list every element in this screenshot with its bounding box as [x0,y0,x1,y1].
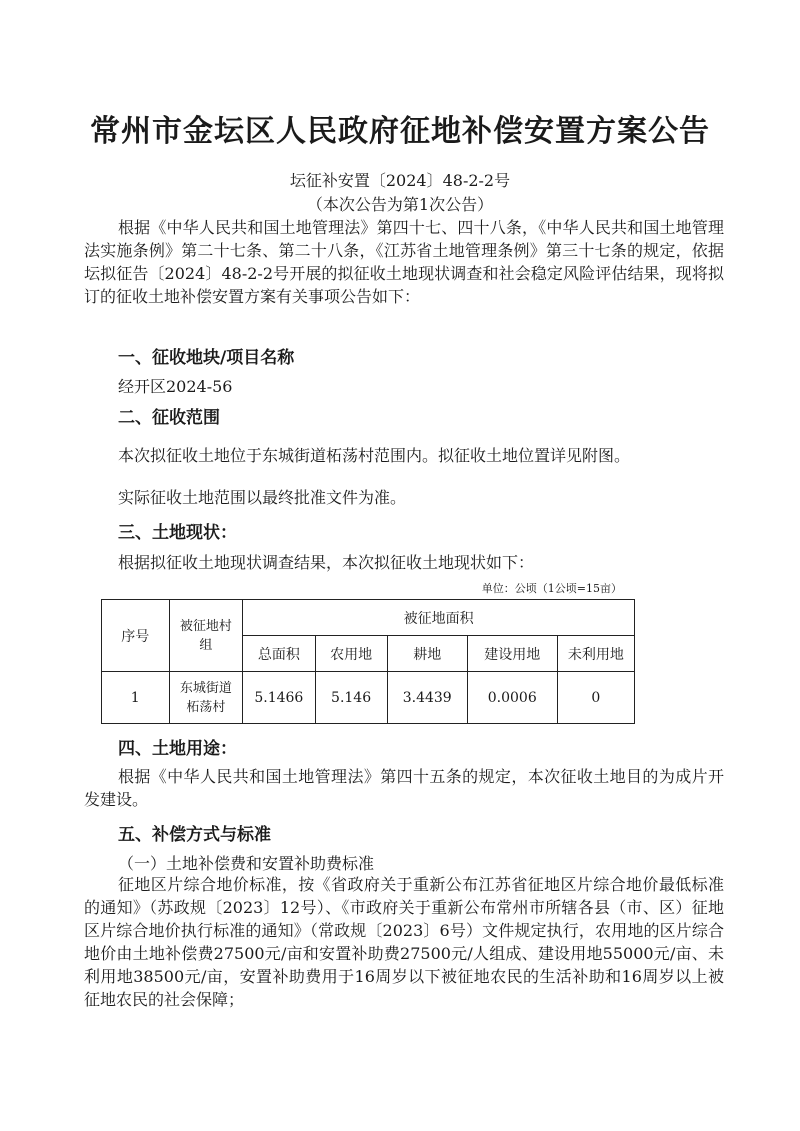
table-row [102,672,635,724]
header-village: 被征地村组 [169,600,243,672]
land-use-text: 根据《中华人民共和国土地管理法》第四十五条的规定，本次征收土地目的为成片开发建设。 [84,767,724,809]
project-name: 经开区2024-56 [118,377,233,396]
section-1-heading: 一、征收地块/项目名称 [118,348,295,368]
land-status-text: 根据拟征收土地现状调查结果，本次拟征收土地现状如下： [118,553,535,572]
header-construction: 建设用地 [467,636,557,672]
header-seq: 序号 [102,600,170,672]
intro-paragraph: 根据《中华人民共和国土地管理法》第四十七、四十八条，《中华人民共和国土地管理法实施条例》第二十七条、第二十八条，《江苏省土地管理条例》第三十七条的规定，依据坛拟征告〔2024〕48-2-2号开展的拟征收土地现状调查和社会稳定风险评估结果，现将拟订的征收土地补偿安置方案有关事项公告如下： [84,218,724,306]
section-2-heading: 二、征收范围 [118,408,220,428]
compensation-subheading: （一）土地补偿费和安置补助费标准 [118,854,375,873]
section-5-heading: 五、补偿方式与标准 [118,825,271,845]
cell-agricultural: 5.146 [315,672,387,724]
scope-text-2: 实际征收土地范围以最终批准文件为准。 [118,488,407,507]
cell-village: 东城街道柘荡村 [169,672,243,724]
cell-construction: 0.0006 [467,672,557,724]
notice-round: （本次公告为第1次公告） [306,195,494,214]
header-area-group: 被征地面积 [243,600,635,636]
header-total-area: 总面积 [243,636,315,672]
section-4-heading: 四、土地用途： [118,739,237,759]
cell-cultivated: 3.4439 [387,672,467,724]
cell-unused: 0 [557,672,634,724]
cell-seq: 1 [102,672,170,724]
document-number: 坛征补安置〔2024〕48-2-2号 [289,171,511,190]
section-3-heading: 三、土地现状： [118,523,237,543]
header-unused: 未利用地 [557,636,634,672]
page-title: 常州市金坛区人民政府征地补偿安置方案公告 [90,114,710,149]
land-status-table [101,599,635,724]
header-cultivated: 耕地 [387,636,467,672]
scope-text-1: 本次拟征收土地位于东城街道柘荡村范围内。拟征收土地位置详见附图。 [118,446,631,465]
compensation-text: 征地区片综合地价标准，按《省政府关于重新公布江苏省征地区片综合地价最低标准的通知》（苏政规〔2023〕12号）、《市政府关于重新公布常州市所辖各县（市、区）征地区片综合地价执行标准的通知》（常政规〔2023〕6号）文件规定执行，农用地的区片综合地价由土地补偿费27500元/亩和安置补助费27500元/人组成、建设用地55000元/亩、未利用地38500元/亩，安置补助费用于16周岁以下被征地农民的生活补助和16周岁以上被征地农民的社会保障； [84,875,724,1009]
table-unit-note: 单位：公顷（1公顷=15亩） [481,582,622,595]
header-agricultural: 农用地 [315,636,387,672]
cell-total-area: 5.1466 [243,672,315,724]
